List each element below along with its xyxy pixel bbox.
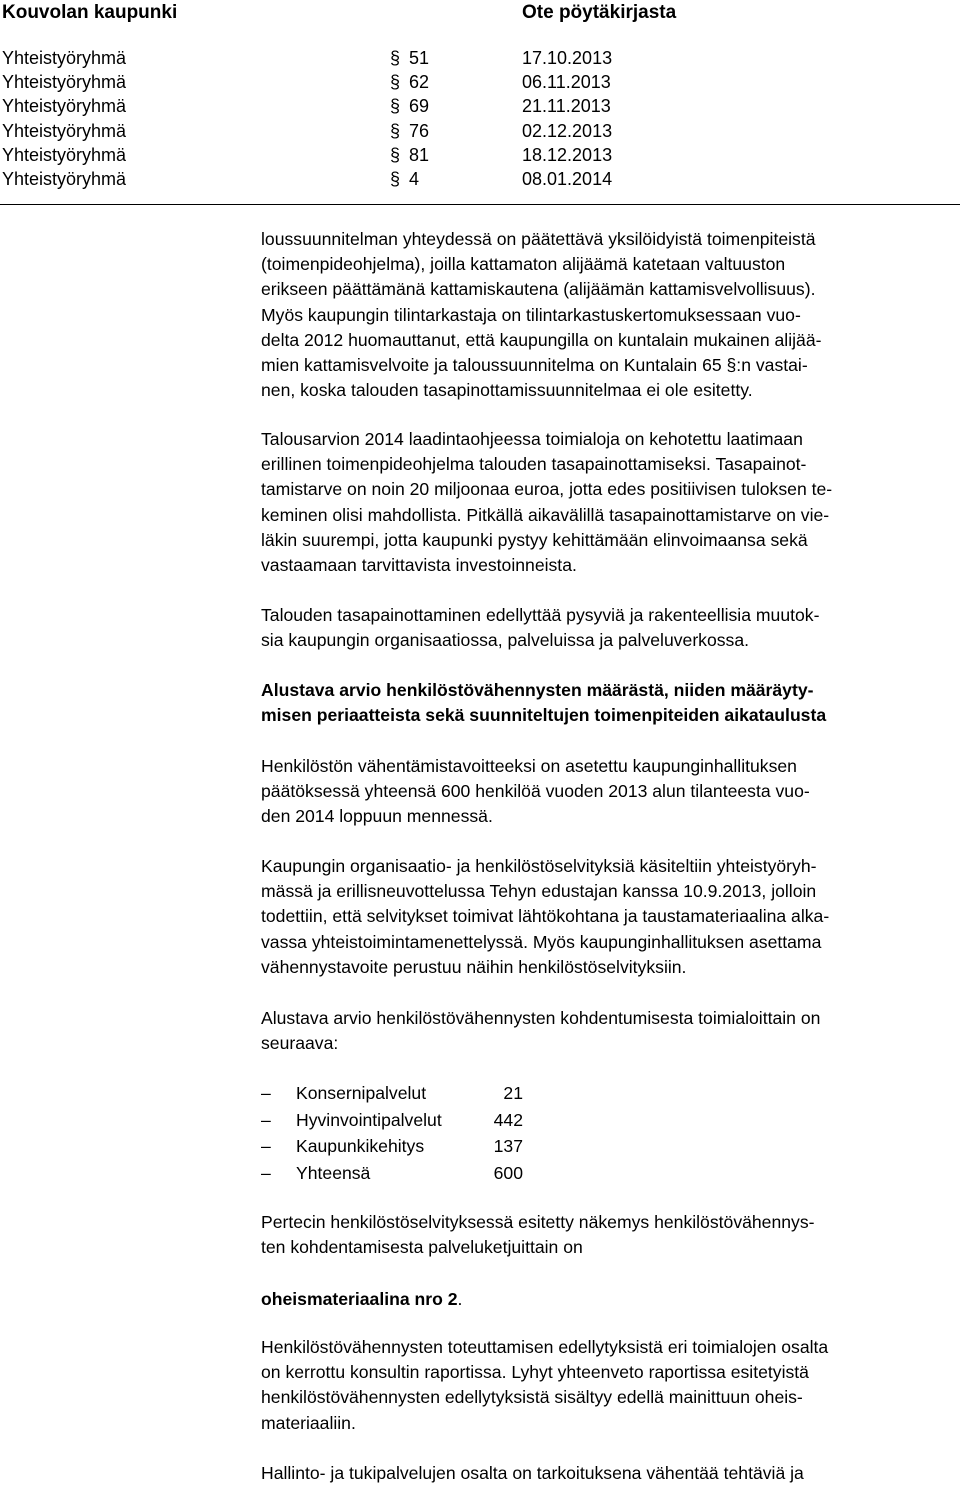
list-item bbox=[261, 1080, 581, 1107]
reference-row bbox=[0, 145, 960, 169]
dash-bullet: – bbox=[261, 1083, 271, 1103]
reduction-count: 137 bbox=[493, 1136, 523, 1157]
paragraph-text: Talousarvion 2014 laadintaohjeessa toimialoja on kehotettu laatimaan erillinen toimenpideohjelma talouden tasapainottamiseksi. Tasapainot- tamistarve on noin 20 miljoonaa euroa, jotta edes positiivisen tuloksen te- keminen olisi mahdollista. Pitkällä aikavälillä tasapainottamistarve on vie- läkin suurempi, jotta kaupunki pystyy kehittämään elinvoimaansa sekä vastaamaan tarvittavista investoinneista. bbox=[261, 429, 833, 576]
paragraph-organisation-reports bbox=[261, 854, 960, 980]
paragraph-budget-deficit bbox=[261, 227, 960, 403]
paragraph-text: Hallinto- ja tukipalvelujen osalta on tarkoituksena vähentää tehtäviä ja bbox=[261, 1463, 804, 1483]
reference-group: Yhteistyöryhmä bbox=[2, 168, 127, 189]
division-label: Kaupunkikehitys bbox=[296, 1136, 425, 1157]
list-item bbox=[261, 1133, 581, 1160]
reference-group: Yhteistyöryhmä bbox=[2, 96, 127, 117]
paragraph-text: Talouden tasapainottaminen edellyttää pysyviä ja rakenteellisia muutok- sia kaupungin organisaatiossa, palveluissa ja palveluverkossa. bbox=[261, 605, 820, 651]
document-header bbox=[0, 0, 960, 28]
paragraph-text: Pertecin henkilöstöselvityksessä esitetty näkemys henkilöstövähennys- ten kohdentamisesta palveluketjuittain on bbox=[261, 1212, 815, 1258]
reduction-list bbox=[261, 1080, 581, 1186]
reduction-count: 21 bbox=[503, 1083, 523, 1103]
section-heading bbox=[261, 678, 960, 728]
reduction-count: 442 bbox=[493, 1109, 523, 1130]
paragraph-attachment bbox=[261, 1287, 960, 1312]
paragraph-reduction-target bbox=[261, 754, 960, 830]
meeting-date: 08.01.2014 bbox=[522, 168, 613, 189]
meeting-date: 21.11.2013 bbox=[522, 96, 611, 117]
dash-bullet: – bbox=[261, 1162, 271, 1183]
section-marker: § bbox=[390, 120, 401, 141]
reference-group: Yhteistyöryhmä bbox=[2, 48, 127, 68]
meeting-date: 18.12.2013 bbox=[522, 144, 613, 165]
paragraph-consultant-report bbox=[261, 1335, 960, 1436]
meeting-references bbox=[0, 48, 960, 193]
meeting-date: 06.11.2013 bbox=[522, 72, 611, 93]
reference-group: Yhteistyöryhmä bbox=[2, 120, 127, 141]
meeting-date: 17.10.2013 bbox=[522, 48, 613, 68]
municipality-name: Kouvolan kaupunki bbox=[2, 2, 178, 23]
division-label: Hyvinvointipalvelut bbox=[296, 1109, 442, 1130]
section-number: 69 bbox=[409, 96, 430, 117]
reference-group: Yhteistyöryhmä bbox=[2, 72, 127, 93]
reference-row bbox=[0, 72, 960, 96]
list-item bbox=[261, 1107, 581, 1134]
section-marker: § bbox=[390, 48, 401, 68]
paragraph-estimate-intro bbox=[261, 1006, 960, 1056]
list-item bbox=[261, 1160, 581, 1187]
section-number: 81 bbox=[409, 144, 430, 165]
paragraph-text: Henkilöstön vähentämistavoitteeksi on asetettu kaupunginhallituksen päätöksessä yhteensä 600 henkilöä vuoden 2013 alun tilanteesta vuo- den 2014 loppuun mennessä. bbox=[261, 756, 810, 827]
paragraph-structural-changes bbox=[261, 603, 960, 653]
division-label: Yhteensä bbox=[296, 1162, 371, 1183]
section-number: 4 bbox=[409, 168, 420, 189]
document-type: Ote pöytäkirjasta bbox=[522, 2, 677, 23]
division-label: Konsernipalvelut bbox=[296, 1083, 427, 1103]
section-number: 51 bbox=[409, 48, 430, 68]
section-number: 62 bbox=[409, 72, 430, 93]
paragraph-budget-guidance bbox=[261, 427, 960, 578]
section-marker: § bbox=[390, 168, 401, 189]
paragraph-text: Kaupungin organisaatio- ja henkilöstöselvityksiä käsiteltiin yhteistyöryh- mässä ja erillisneuvottelussa Tehyn edustajan kanssa 10.9.2013, jolloin todettiin, että selvitykset toimivat lähtökohtana ja taustamateriaalina alka- vassa yhteistoimintamenettelyssä. Myös kaupunginhallituksen asettama vähennystavoite perustuu näihin henkilöstöselvityksiin. bbox=[261, 856, 830, 977]
heading-text: Alustava arvio henkilöstövähennysten määrästä, niiden määräyty- misen periaatteista sekä suunniteltujen toimenpiteiden aikataulusta bbox=[261, 680, 827, 726]
paragraph-text: Alustava arvio henkilöstövähennysten kohdentumisesta toimialoittain on seuraava: bbox=[261, 1008, 821, 1054]
section-number: 76 bbox=[409, 120, 430, 141]
reference-row bbox=[0, 169, 960, 193]
paragraph-text: Henkilöstövähennysten toteuttamisen edellytyksistä eri toimialojen osalta on kerrottu konsultin raportissa. Lyhyt yhteenveto raportissa esitetyistä henkilöstövähennysten edellytyksistä sisältyy edellä mainittuun oheis- materiaaliin. bbox=[261, 1337, 829, 1433]
dash-bullet: – bbox=[261, 1136, 271, 1157]
reference-row bbox=[0, 48, 960, 72]
paragraph-text: loussuunnitelman yhteydessä on päätettävä yksilöidyistä toimenpiteistä (toimenpideohjelma), joilla kattamaton alijäämä katetaan valtuuston erikseen päättämänä kattamiskautena (alijäämän kattamisvelvollisuus). Myös kaupungin tilintarkastaja on tilintarkastuskertomuksessaan vuo- delta 2012 huomauttanut, että kaupungilla on kuntalain mukainen alijää- mien kattamisvelvoite ja taloussuunnitelma on Kuntalain 65 §:n vastai- nen, koska talouden tasapinottamissuunnitelmaa ei ole esitetty. bbox=[261, 229, 822, 401]
reference-group: Yhteistyöryhmä bbox=[2, 144, 127, 165]
attachment-punctuation: . bbox=[457, 1289, 463, 1309]
attachment-reference: oheismateriaalina nro 2 bbox=[261, 1289, 458, 1309]
reference-row bbox=[0, 121, 960, 145]
reduction-count: 600 bbox=[493, 1162, 523, 1183]
reference-row bbox=[0, 96, 960, 120]
section-marker: § bbox=[390, 96, 401, 117]
paragraph-pertec-report bbox=[261, 1210, 960, 1260]
meeting-date: 02.12.2013 bbox=[522, 120, 613, 141]
paragraph-admin-services bbox=[261, 1461, 960, 1486]
header-divider bbox=[0, 204, 960, 205]
section-marker: § bbox=[390, 144, 401, 165]
section-marker: § bbox=[390, 72, 401, 93]
dash-bullet: – bbox=[261, 1109, 271, 1130]
